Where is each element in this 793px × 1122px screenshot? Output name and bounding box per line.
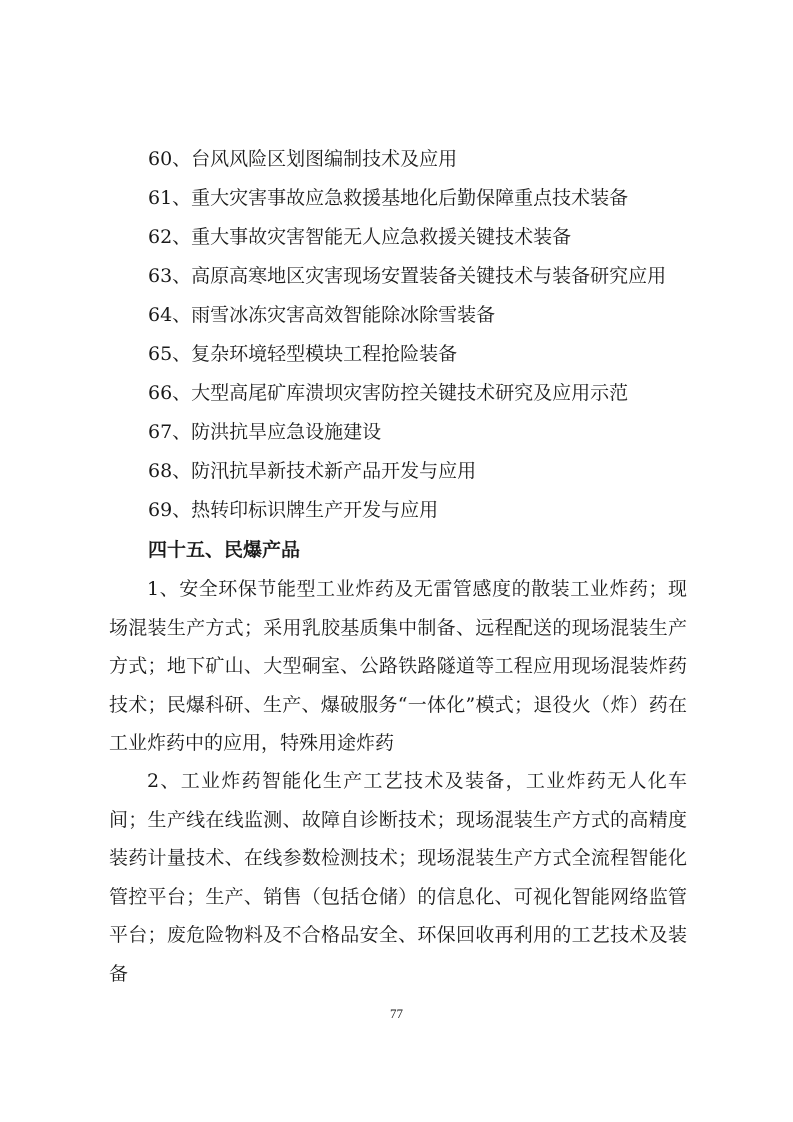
list-item: 69、热转印标识牌生产开发与应用 [148, 499, 439, 521]
list-item: 62、重大事故灾害智能无人应急救援关键技术装备 [148, 226, 572, 248]
list-item: 63、高原高寒地区灾害现场安置装备关键技术与装备研究应用 [148, 265, 667, 287]
list-item: 65、复杂环境轻型模块工程抢险装备 [148, 343, 458, 365]
list-item: 64、雨雪冰冻灾害高效智能除冰除雪装备 [148, 304, 496, 326]
list-item: 67、防洪抗旱应急设施建设 [148, 421, 382, 443]
page-number: 77 [390, 1006, 403, 1021]
paragraph: 2、工业炸药智能化生产工艺技术及装备，工业炸药无人化车间；生产线在线监测、故障自诊断技术；现场混装生产方式的高精度装药计量技术、在线参数检测技术；现场混装生产方式全流程智能化管控平台；生产、销售（包括仓储）的信息化、可视化智能网络监管平台；废危险物料及不合格品安全、环保回收再利用的工艺技术及装备 [109, 770, 687, 985]
list-item: 68、防汛抗旱新技术新产品开发与应用 [148, 460, 477, 482]
list-item: 66、大型高尾矿库溃坝灾害防控关键技术研究及应用示范 [148, 382, 629, 404]
section-heading: 四十五、民爆产品 [148, 539, 301, 561]
paragraph: 1、安全环保节能型工业炸药及无雷管感度的散装工业炸药；现场混装生产方式；采用乳胶基质集中制备、远程配送的现场混装生产方式；地下矿山、大型硐室、公路铁路隧道等工程应用现场混装炸药技术；民爆科研、生产、爆破服务“一体化”模式；退役火（炸）药在工业炸药中的应用，特殊用途炸药 [109, 578, 687, 754]
list-item: 61、重大灾害事故应急救援基地化后勤保障重点技术装备 [148, 187, 629, 209]
list-item: 60、台风风险区划图编制技术及应用 [148, 148, 458, 170]
